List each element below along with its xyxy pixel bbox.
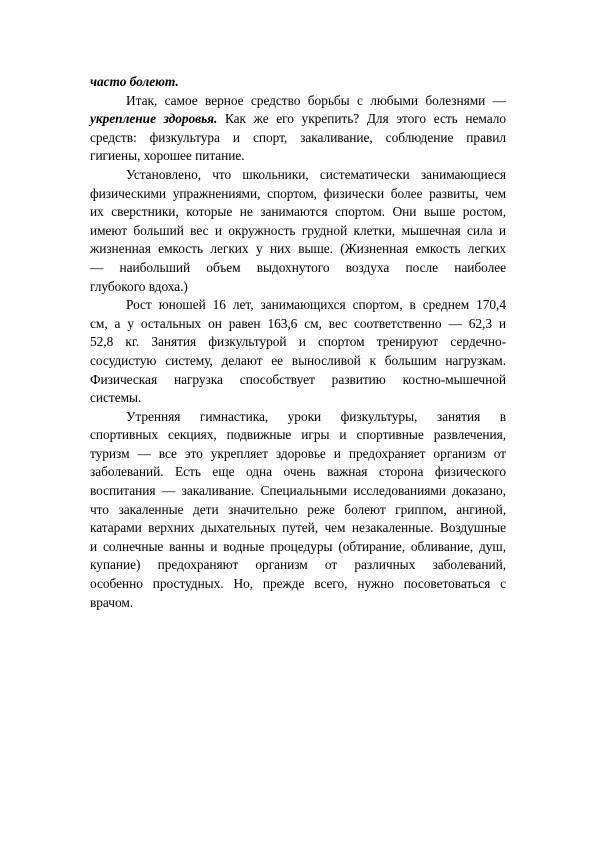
text-run: средств: физкультура и спорт, закаливание, соблюдение правил [90, 129, 506, 145]
text-run: глубокого вдоха.) [90, 278, 188, 294]
text-run: воспитания — закаливание. Специальными исследованиями доказано, [90, 483, 506, 499]
text-line [90, 389, 506, 408]
text-run: сосудистую систему, делают ее выносливой к большим нагрузкам. [90, 352, 506, 368]
text-line [90, 538, 506, 557]
text-line [90, 259, 506, 278]
text-run: имеют больший вес и окружность грудной клетки, мышечная сила и [90, 222, 506, 238]
text-run: 52,8 кг. Занятия физкультурой и спортом тренируют сердечно- [90, 334, 506, 350]
text-run: купание) предохраняют организм от различных заболеваний, [90, 557, 506, 573]
text-run: врачом. [90, 594, 134, 610]
text-run: системы. [90, 390, 142, 406]
text-line [90, 73, 506, 92]
text-line [90, 166, 506, 185]
text-line [90, 556, 506, 575]
text-run: Утренняя гимнастика, уроки физкультуры, занятия в [126, 408, 506, 424]
text-line [90, 594, 506, 613]
text-run: — наибольший объем выдохнутого воздуха после наиболее [90, 259, 506, 275]
text-line [90, 240, 506, 259]
text-run: Как же его укрепить? Для этого есть немало [217, 111, 506, 127]
text-line [90, 463, 506, 482]
text-line [90, 408, 506, 427]
text-line [90, 519, 506, 538]
text-run: туризм — все это укрепляет здоровье и предохраняет организм от [90, 445, 506, 461]
text-line [90, 129, 506, 148]
text-run: особенно простудных. Но, прежде всего, нужно посоветоваться с [90, 576, 506, 592]
text-line [90, 110, 506, 129]
text-run: физическими упражнениями, спортом, физически более развиты, чем [90, 185, 506, 201]
emphasized-text: часто болеют. [90, 74, 179, 89]
text-run: см, а у остальных он равен 163,6 см, вес соответственно — 62,3 и [90, 315, 506, 331]
text-line [90, 575, 506, 594]
text-line [90, 501, 506, 520]
text-line [90, 278, 506, 297]
text-run: гигиены, хорошее питание. [90, 148, 245, 164]
body-text [90, 73, 506, 612]
text-line [90, 445, 506, 464]
text-line [90, 147, 506, 166]
text-run: Физическая нагрузка способствует развитию костно-мышечной [90, 371, 506, 387]
text-run: спортивных секциях, подвижные игры и спортивные развлечения, [90, 427, 506, 443]
text-run: Установлено, что школьники, систематически занимающиеся [126, 166, 506, 182]
text-line [90, 333, 506, 352]
text-run: их сверстники, которые не занимаются спортом. Они выше ростом, [90, 204, 506, 220]
text-line [90, 222, 506, 241]
text-run: катарами верхних дыхательных путей, чем незакаленные. Воздушные [90, 520, 506, 536]
text-run: Рост юношей 16 лет, занимающихся спортом, в среднем 170,4 [126, 297, 506, 313]
text-line [90, 371, 506, 390]
text-line [90, 296, 506, 315]
text-run: и солнечные ванны и водные процедуры (обтирание, обливание, душ, [90, 538, 506, 554]
text-line [90, 185, 506, 204]
text-run: жизненная емкость легких у них выше. (Жизненная емкость легких [90, 241, 506, 257]
text-run: Итак, самое верное средство борьбы с любыми болезнями — [126, 92, 506, 108]
emphasized-text: укрепление здоровья. [90, 111, 218, 127]
text-line [90, 482, 506, 501]
text-line [90, 352, 506, 371]
text-line [90, 92, 506, 111]
text-run: что закаленные дети значительно реже болеют гриппом, ангиной, [90, 501, 506, 517]
text-line [90, 426, 506, 445]
text-run: заболеваний. Есть еще одна очень важная сторона физического [90, 464, 506, 480]
text-line [90, 315, 506, 334]
text-line [90, 203, 506, 222]
